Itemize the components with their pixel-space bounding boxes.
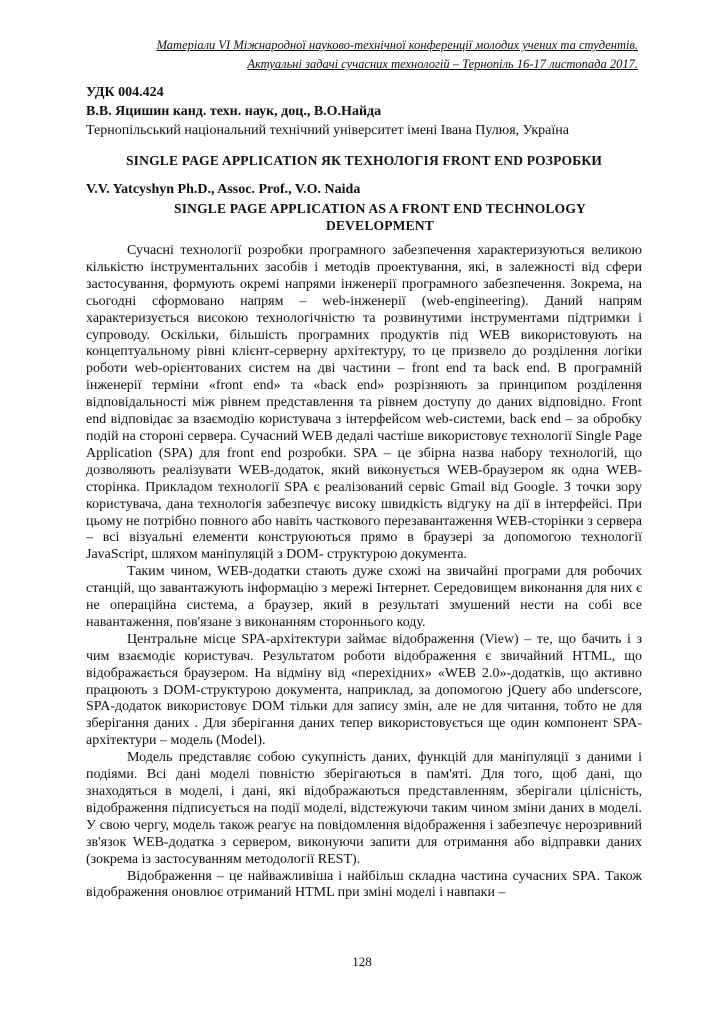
authors-ua: В.В. Яцишин канд. техн. наук, доц., В.О.Найда xyxy=(86,104,382,119)
paragraph-4: Модель представляє собою сукупність даних, функцій для маніпуляції з даними і подіями. Всі дані моделі повністю зберігаються в пам'яті. Для того, щоб дані, що знаходяться в моделі, і дані, які відображаються представленням, зберігали цілісність, відображення підписується на події моделі, відстежуючи таким чином зміни даних в моделі. У свою чергу, модель також реагує на повідомлення відображення і забезпечує нерозривний зв'язок WEB-додатка з сервером, виконуючи запити для отримання або відправки даних (зокрема із застосуванням методології REST). xyxy=(86,750,642,867)
authors-english: V.V. Yatcyshyn Ph.D., Assoc. Prof., V.O. Naida xyxy=(86,182,361,197)
udk-code: УДК 004.424 xyxy=(86,85,164,100)
page-number: 128 xyxy=(352,954,372,969)
title-ukrainian: SINGLE PAGE APPLICATION ЯК ТЕХНОЛОГІЯ FRONT END РОЗРОБКИ xyxy=(125,153,603,168)
affiliation: Тернопільський національний технічний університет імені Івана Пулюя, Україна xyxy=(86,123,569,138)
running-head-line-1: Матеріали VI Міжнародної науково-технічної конференції молодих учених та студентів. xyxy=(156,38,638,52)
running-head xyxy=(40,36,638,74)
paragraph-5: Відображення – це найважливіша і найбільш складна частина сучасних SPA. Також відображення оновлює отриманий HTML при зміні моделі і навпаки – xyxy=(86,868,642,901)
running-head-line-2: Актуальні задачі сучасних технологій – Тернопіль 16-17 листопада 2017. xyxy=(247,57,638,71)
paragraph-1: Сучасні технології розробки програмного забезпечення характеризуються великою кількістю інструментальних засобів і методів проектування, які, в залежності від сфери застосування, формують окремі напрями інженерії програмного забезпечення. Зокрема, на сьогодні сформовано напрям – web-інженерії (web-engineering). Даний напрям характеризується високою технологічністю та розвинутими інструментами підтримки і супроводу. Оскільки, більшість програмних продуктів під WEB використовують на концептуальному рівні клієнт-серверну архітектуру, то це призвело до розділення логіки роботи web-орієнтованих систем на дві частини – front end та back end. В програмній інженерії терміни «front end» та «back end» розрізняють за принципом розділення відповідальності між рівнем представлення та рівнем доступу до даних відповідно. Front end відповідає за взаємодію користувача з інтерфейсом web-системи, back end – за обробку подій на стороні сервера. Сучасний WEB дедалі частіше використовує технології Single Page Application (SPA) для front end розробки. SPA – це збірна назва набору технологій, що дозволяють реалізувати WEB-додаток, який виконується WEB-браузером як одна WEB-сторінка. Прикладом технології SPA є реалізований сервіс Gmail від Google. З точки зору користувача, дана технологія забезпечує високу швидкість відгуку на дії в інтерфейсі. При цьому не потрібно повного або навіть часткового перезавантаження WEB-сторінки з сервера – всі візуальні елементи конструюються прямо в браузері за допомогою технології JavaScript, шляхом маніпуляцій з DOM- структурою документа. xyxy=(86,243,642,563)
article-meta xyxy=(86,83,642,140)
paragraph-2: Таким чином, WEB-додатки стають дуже схожі на звичайні програми для робочих станцій, що завантажують інформацію з мережі Інтернет. Середовищем виконання для них є не операційна система, а браузер, який в результаті змушений нести на собі все навантаження, пов'язане з виконанням стороннього коду. xyxy=(86,564,642,630)
title-english: SINGLE PAGE APPLICATION AS A FRONT END TECHNOLOGY DEVELOPMENT xyxy=(173,201,586,233)
article-body xyxy=(86,243,642,902)
paragraph-3: Центральне місце SPA-архітектури займає відображення (View) – те, що бачить і з чим взаємодіє користувач. Результатом роботи відображення є звичайний HTML, що відображається браузером. На відміну від «перехідних» «WEB 2.0»-додатків, що активно працюють з DOM-структурою документа, наприклад, за допомогою jQuery або underscore, SPA-додаток використовує DOM тільки для запису змін, але не для читання, тобто не для зберігання даних . Для зберігання даних тепер використовується ще один компонент SPA-архітектури – модель (Model). xyxy=(86,631,642,749)
